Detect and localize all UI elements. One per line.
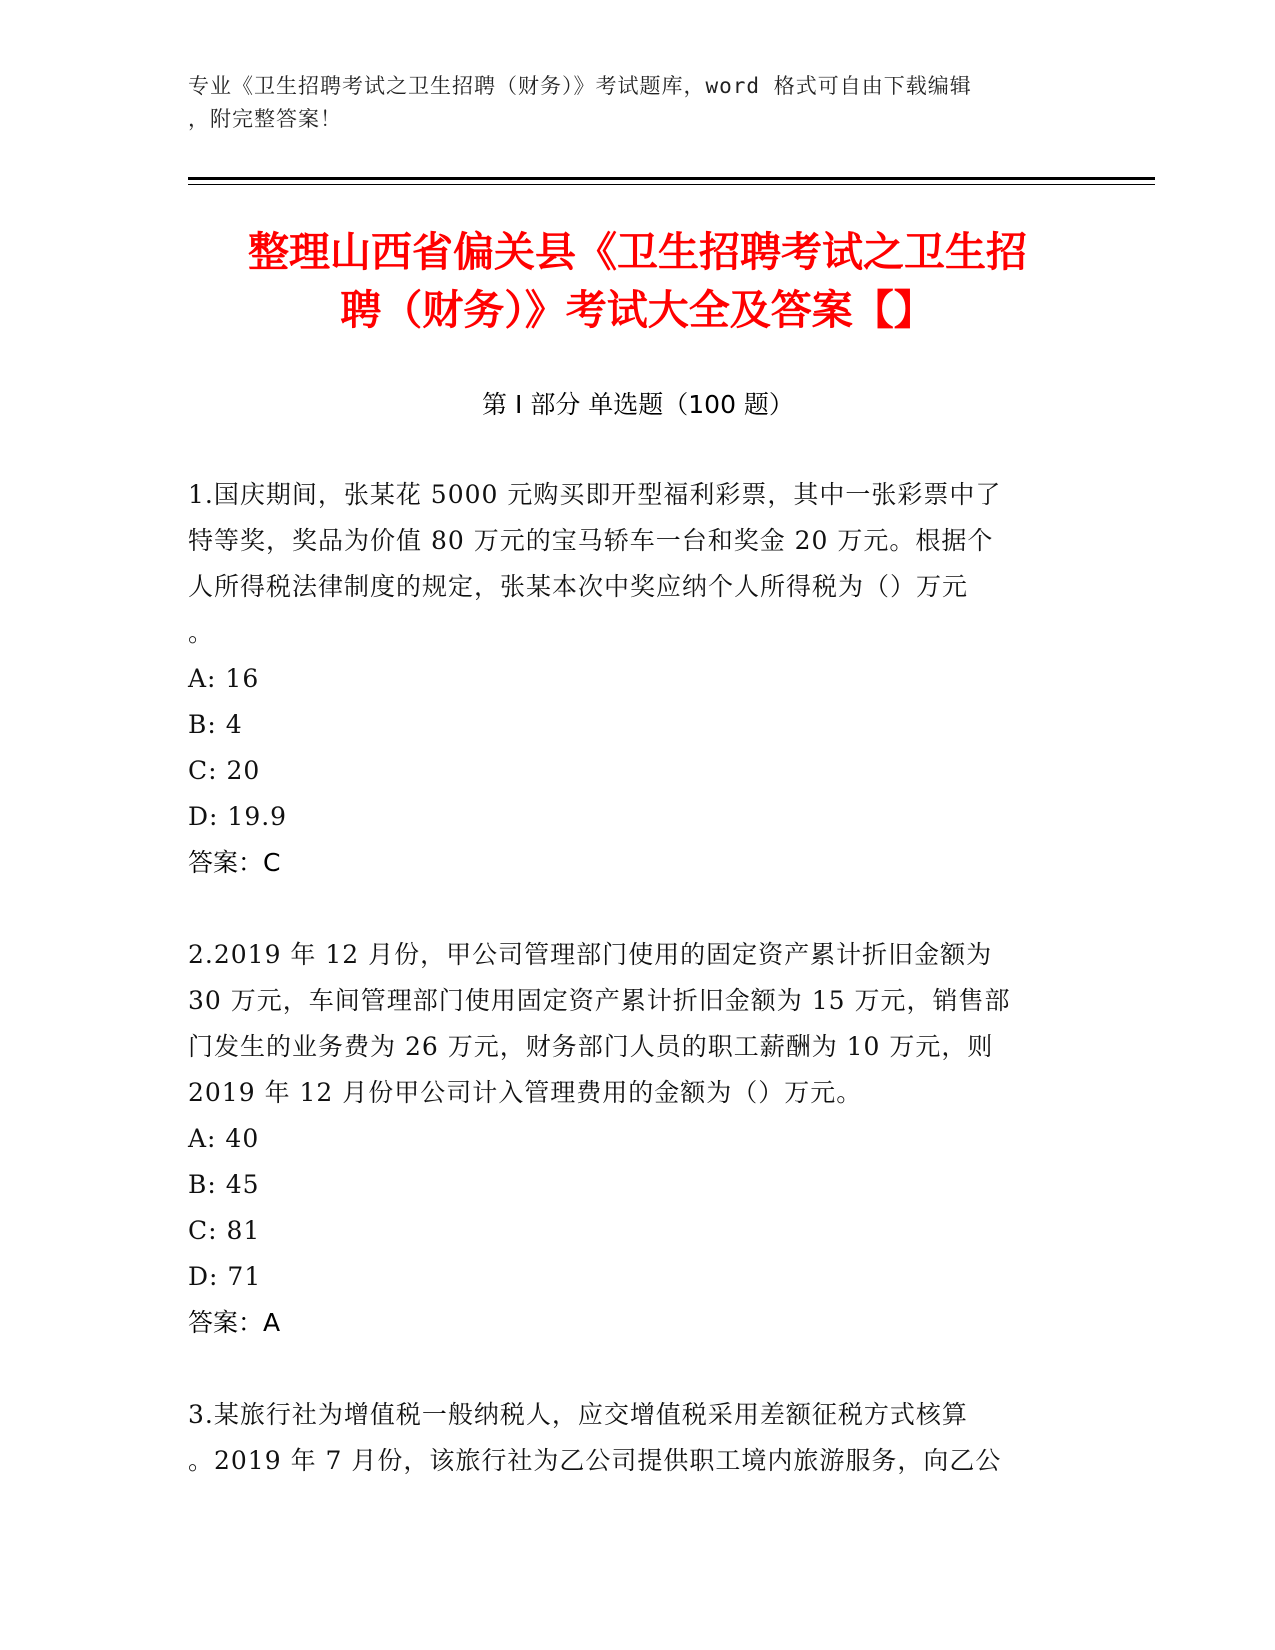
question-stem-line: 1.国庆期间，张某花 5000 元购买即开型福利彩票，其中一张彩票中了 <box>188 480 1002 509</box>
question-2-option-b: B: 45 <box>188 1170 260 1199</box>
question-1 <box>188 472 1088 886</box>
question-1-option-d: D: 19.9 <box>188 802 288 831</box>
header-note-line-2: ，附完整答案！ <box>188 107 342 131</box>
question-stem-line: 门发生的业务费为 26 万元，财务部门人员的职工薪酬为 10 万元，则 <box>188 1032 994 1061</box>
header-divider-thick <box>188 177 1155 180</box>
document-title-line-2: 聘（财务）》考试大全及答案【】 <box>340 286 935 334</box>
question-1-option-c: C: 20 <box>188 756 261 785</box>
question-stem-line: 30 万元，车间管理部门使用固定资产累计折旧金额为 15 万元，销售部 <box>188 986 1011 1015</box>
question-stem-line: 。2019 年 7 月份，该旅行社为乙公司提供职工境内旅游服务，向乙公 <box>188 1446 1002 1475</box>
question-stem-line: 2019 年 12 月份甲公司计入管理费用的金额为（）万元。 <box>188 1078 863 1107</box>
question-stem-line: 3.某旅行社为增值税一般纳税人，应交增值税采用差额征税方式核算 <box>188 1400 968 1429</box>
question-2-stem <box>188 932 1088 1116</box>
header-note <box>188 70 1088 136</box>
question-stem-line: 人所得税法律制度的规定，张某本次中奖应纳个人所得税为（）万元 <box>188 572 969 601</box>
question-3-stem <box>188 1392 1088 1484</box>
question-1-option-b: B: 4 <box>188 710 243 739</box>
section-title: 第 I 部分 单选题（100 题） <box>482 390 794 419</box>
header-note-line-1: 专业《卫生招聘考试之卫生招聘（财务）》考试题库，word 格式可自由下载编辑 <box>188 74 972 98</box>
question-1-option-a: A: 16 <box>188 664 260 693</box>
header-divider-thin <box>188 184 1155 185</box>
question-2-answer: 答案：A <box>188 1308 281 1337</box>
question-stem-line: 。 <box>188 618 215 647</box>
question-2 <box>188 932 1088 1346</box>
question-2-option-d: D: 71 <box>188 1262 262 1291</box>
document-title-line-1: 整理山西省偏关县《卫生招聘考试之卫生招 <box>248 228 1027 276</box>
question-3 <box>188 1392 1088 1484</box>
question-stem-line: 2.2019 年 12 月份，甲公司管理部门使用的固定资产累计折旧金额为 <box>188 940 993 969</box>
question-1-stem <box>188 472 1088 656</box>
question-stem-line: 特等奖，奖品为价值 80 万元的宝马轿车一台和奖金 20 万元。根据个 <box>188 526 994 555</box>
question-2-option-a: A: 40 <box>188 1124 260 1153</box>
document-title <box>130 223 1145 339</box>
question-1-answer: 答案：C <box>188 848 281 877</box>
question-2-option-c: C: 81 <box>188 1216 261 1245</box>
